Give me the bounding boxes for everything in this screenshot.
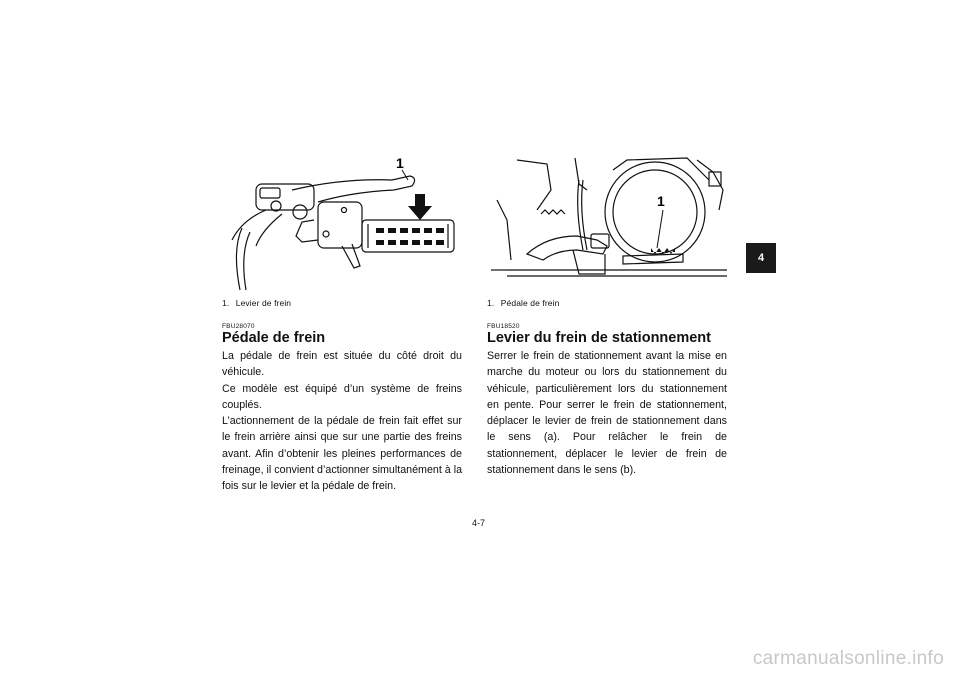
paragraph: La pédale de frein est située du côté droit du véhicule. [222,350,462,379]
section-code: FBU28070 [222,323,255,330]
paragraph: Serrer le frein de stationnement avant la mise en marche du moteur ou lors du stationnement du véhicule, particulièrement lors du stationnement en pente. Pour serrer le frein de stationnement, déplacer le levier de frein de stationnement dans le sens (a). Pour relâcher le frein de stationnement, déplacer le levier de frein de stationnement dans le sens (b). [487,350,727,477]
chapter-tab: 4 [746,243,776,273]
paragraph: Ce modèle est équipé d’un système de freins couplés. [222,382,462,411]
caption-text: Levier de frein [235,298,292,308]
page-number: 4-7 [472,518,486,528]
figure-caption [487,298,559,308]
section-heading: Levier du frein de stationnement [487,330,711,346]
figure-callout-number: 1 [396,155,404,171]
brake-lever-drawing [222,150,462,292]
brake-pedal-illustration [487,150,727,292]
figure-caption [222,298,291,308]
section-heading: Pédale de frein [222,330,326,346]
section-body [222,348,462,495]
watermark: carmanualsonline.info [752,648,944,669]
brake-pedal-drawing [487,150,727,292]
caption-number: 1. [222,298,230,308]
caption-text: Pédale de frein [500,298,560,308]
caption-number: 1. [487,298,495,308]
figure-callout-number: 1 [657,193,665,209]
paragraph: L’actionnement de la pédale de frein fait effet sur le frein arrière ainsi que sur une partie des freins avant. Afin d’obtenir les pleines performances de freinage, il convient d’actionner simultanément à la fois sur le levier et la pédale de frein. [222,415,463,493]
section-body [487,348,727,478]
brake-lever-illustration [222,150,462,292]
section-code: FBU18520 [487,323,520,330]
